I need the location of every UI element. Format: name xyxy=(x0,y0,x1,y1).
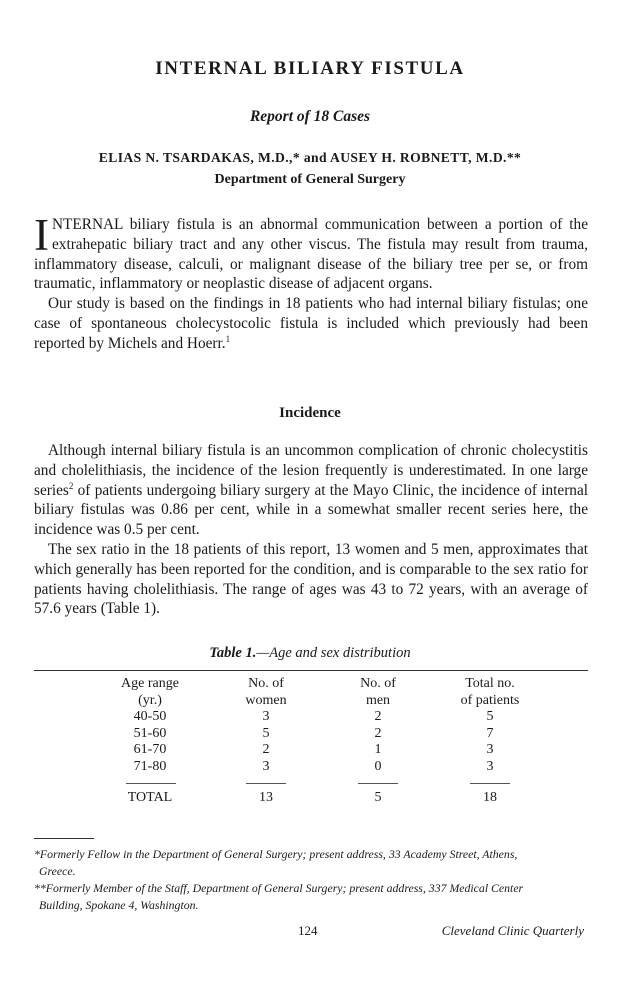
table-total-patients: 18 xyxy=(483,790,497,805)
intro-paragraph-2 xyxy=(34,294,588,353)
table-cell: 5 xyxy=(262,725,270,741)
table-top-rule xyxy=(34,670,588,671)
page-number: 124 xyxy=(298,923,318,938)
footnote-2: **Formerly Member of the Staff, Department of General Surgery; present address, 337 Medical Center xyxy=(34,881,524,895)
sum-rule xyxy=(126,783,176,784)
incidence-paragraph-2: The sex ratio in the 18 patients of this report, 13 women and 5 men, approximates that which generally has been reported for the condition, and is comparable to the sex ratio for patients having cholelithiasis. The range of ages was 43 to 72 years, with an average of 57.6 years (Table 1). xyxy=(34,540,588,618)
table-total-women: 13 xyxy=(259,790,273,805)
author-department: Department of General Surgery xyxy=(214,172,406,187)
intro-section xyxy=(34,210,588,354)
table-cell: 3 xyxy=(486,758,494,774)
table-cell: 3 xyxy=(262,758,270,774)
footnote-2-continued: Building, Spokane 4, Washington. xyxy=(39,898,199,912)
table-header: Total no. xyxy=(465,676,515,691)
table-cell: 2 xyxy=(262,742,270,757)
table-column-total xyxy=(442,676,538,775)
incidence-paragraph-1-text-a: Although internal biliary fistula is an uncommon complication of chronic cholecystitis and cholelithiasis, the incidence of the lesion frequently is underestimated. In one large series xyxy=(34,442,588,499)
table-header: No. of xyxy=(360,676,396,691)
table-header: women xyxy=(245,692,287,708)
footnote-rule xyxy=(34,838,94,839)
table-header: No. of xyxy=(248,676,284,691)
incidence-paragraph-1-text-b: of patients undergoing biliary surgery at the Mayo Clinic, the incidence of internal biliary fistulas was 0.86 per cent, while in a somewhat smaller recent series here, the incidence was 0.5 per cent. xyxy=(34,481,588,539)
table-caption xyxy=(0,645,620,662)
table-cell: 3 xyxy=(486,742,494,757)
article-title: INTERNAL BILIARY FISTULA xyxy=(155,58,465,79)
table-cell: 0 xyxy=(374,758,382,774)
intro-paragraph-2-text: Our study is based on the findings in 18 patients who had internal biliary fistulas; one case of spontaneous cholecystocolic fistula is included which previously had been reported by Michels and Hoerr. xyxy=(34,295,588,352)
article-subtitle: Report of 18 Cases xyxy=(249,108,371,125)
table-header: Age range xyxy=(121,676,179,691)
drop-cap: I xyxy=(34,210,49,260)
table-total-men: 5 xyxy=(374,790,382,805)
sum-rule xyxy=(358,783,398,784)
reference-mark: 2 xyxy=(68,480,74,491)
intro-paragraph-1-text: NTERNAL biliary fistula is an abnormal communication between a portion of the extrahepatic biliary tract and any other viscus. The fistula may result from trauma, inflammatory disease, calculi, or malignant disease of the biliary tree per se, or from traumatic, inflammatory or neoplastic disease of adjacent organs. xyxy=(34,216,588,293)
table-header: (yr.) xyxy=(138,692,162,708)
table-column-age xyxy=(110,676,190,775)
table-header: of patients xyxy=(460,692,520,708)
intro-paragraph-1 xyxy=(34,210,588,294)
sum-rule xyxy=(246,783,286,784)
incidence-paragraph-1 xyxy=(34,441,588,540)
incidence-section xyxy=(34,441,588,619)
table-cell: 7 xyxy=(486,725,494,741)
reference-mark: 1 xyxy=(225,333,231,344)
footnotes xyxy=(34,846,588,914)
table-caption-text: —Age and sex distribution xyxy=(256,645,411,661)
table-cell: 2 xyxy=(374,725,382,741)
table-caption-label: Table 1. xyxy=(209,645,257,661)
table-cell: 1 xyxy=(374,742,382,757)
article-authors: ELIAS N. TSARDAKAS, M.D.,* and AUSEY H. ROBNETT, M.D.** xyxy=(98,150,522,165)
footnote-1: *Formerly Fellow in the Department of General Surgery; present address, 33 Academy Street, Athens, xyxy=(34,847,518,861)
table-cell: 40-50 xyxy=(133,709,167,724)
journal-name: Cleveland Clinic Quarterly xyxy=(441,923,584,938)
table-total-label: TOTAL xyxy=(127,790,173,805)
table-cell: 2 xyxy=(374,709,382,724)
table-column-women xyxy=(226,676,306,775)
table-header: men xyxy=(365,692,391,708)
section-heading-incidence: Incidence xyxy=(279,405,341,421)
table-cell: 5 xyxy=(486,709,494,724)
footnote-1-continued: Greece. xyxy=(39,864,76,878)
table-cell: 61-70 xyxy=(133,742,167,757)
table-cell: 51-60 xyxy=(133,725,167,741)
table-column-men xyxy=(338,676,418,775)
sum-rule xyxy=(470,783,510,784)
table-cell: 3 xyxy=(262,709,270,724)
table-cell: 71-80 xyxy=(133,758,167,774)
